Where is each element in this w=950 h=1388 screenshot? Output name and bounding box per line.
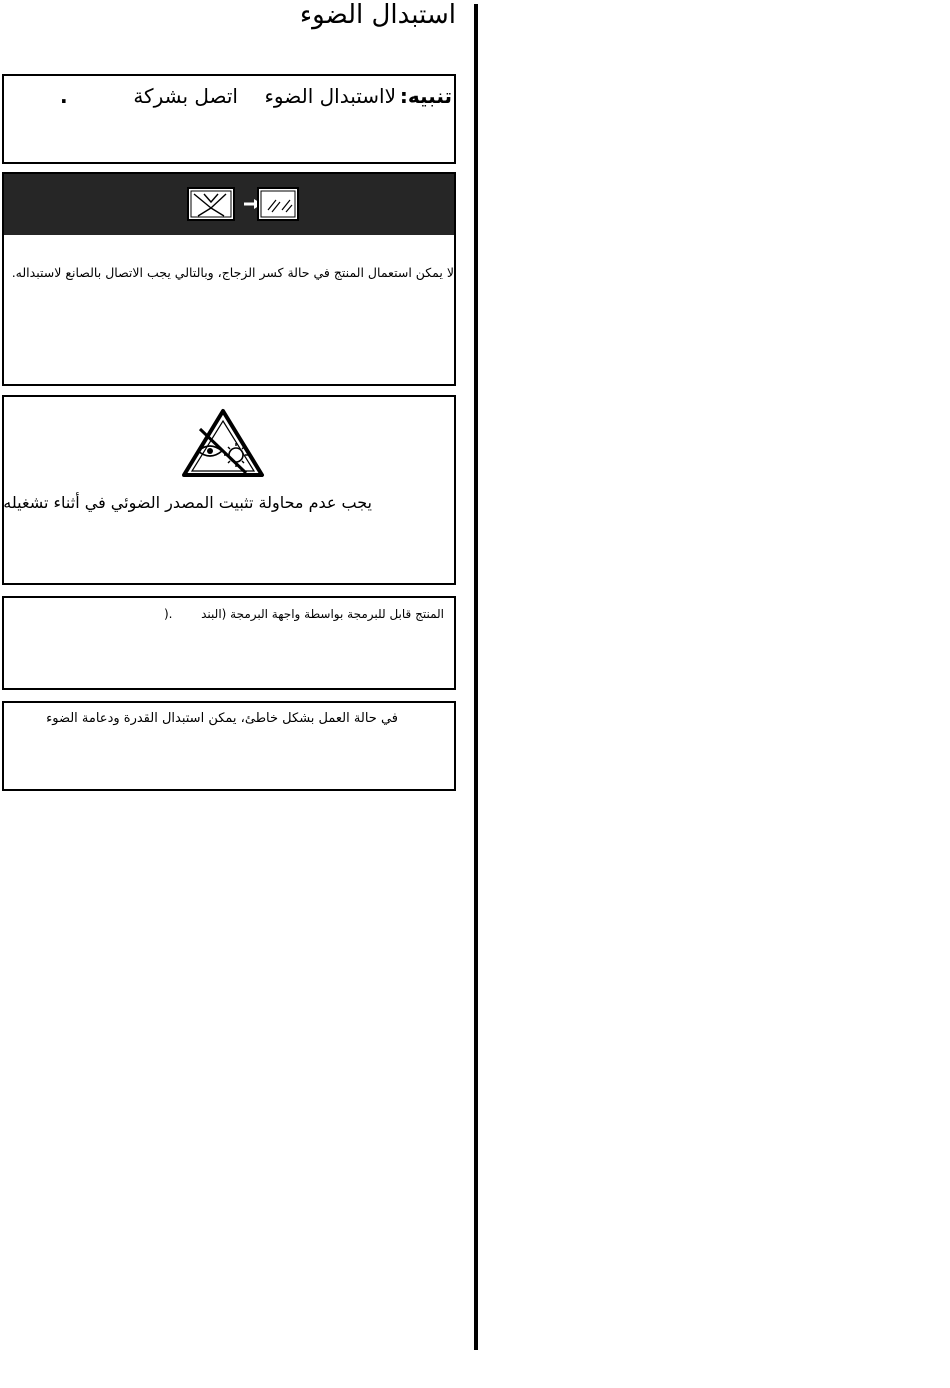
column-divider xyxy=(474,4,478,1350)
page-title: استبدال الضوء xyxy=(299,0,456,30)
light-warning-text: يجب عدم محاولة تثبيت المصدر الضوئي في أثناء تشغيله xyxy=(3,493,372,512)
caution-label: تنبيه: xyxy=(399,84,452,108)
caution-text: لااستبدال الضوء xyxy=(264,84,396,108)
caution-box xyxy=(2,74,456,164)
programming-note-text: المنتج قابل للبرمجة بواسطة واجهة البرمجة (البند xyxy=(201,607,444,621)
glass-notice-text: لا يمكن استعمال المنتج في حالة كسر الزجاج، وبالتالي يجب الاتصال بالصانع لاستبداله. xyxy=(11,265,454,280)
programming-note-closing: ). xyxy=(164,607,173,621)
caution-contact: اتصل بشركة xyxy=(133,84,238,108)
programming-note-box xyxy=(2,596,456,690)
broken-glass-replace-icon xyxy=(186,186,300,222)
caution-period: . xyxy=(60,84,68,108)
glass-notice-box xyxy=(2,172,456,386)
light-warning-box xyxy=(2,395,456,585)
no-stare-at-light-icon xyxy=(180,407,266,479)
warning-header-bar xyxy=(4,174,454,235)
malfunction-note-text: في حالة العمل بشكل خاطئ، يمكن استبدال القدرة ودعامة الضوء xyxy=(46,711,398,726)
malfunction-note-box xyxy=(2,701,456,791)
